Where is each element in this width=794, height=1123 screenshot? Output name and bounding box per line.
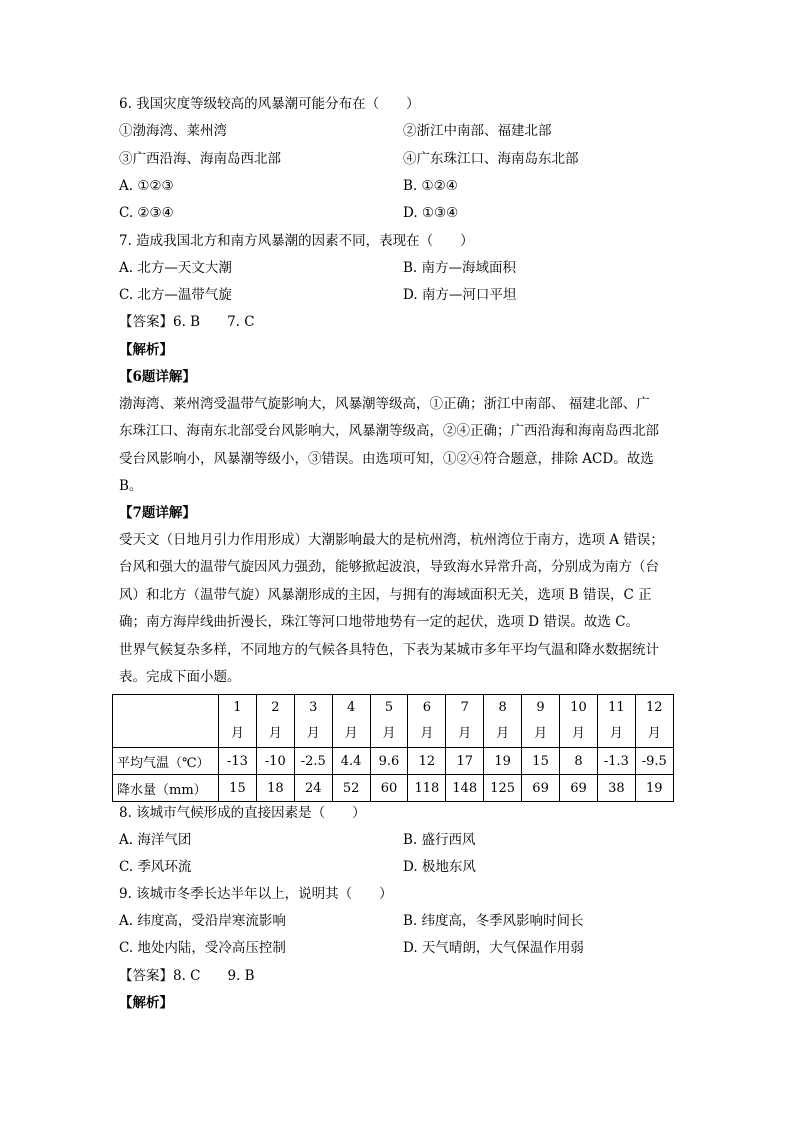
- table-cell: 69: [522, 775, 560, 802]
- q6-item-1: ①渤海湾、莱州湾: [119, 123, 227, 139]
- q6-stem: 6. 我国灾度等级较高的风暴潮可能分布在（ ）: [119, 96, 420, 112]
- intro-paragraph: [119, 637, 679, 692]
- answer-line-1: 【答案】6. B 7. C: [119, 314, 255, 330]
- temperature-row: [113, 748, 674, 775]
- q8-option-d: D. 极地东风: [403, 859, 476, 875]
- table-cell: 148: [446, 775, 484, 802]
- detail7-line: 受天文（日地月引力作用形成）大潮影响最大的是杭州湾，杭州湾位于南方，选项 A 错误；: [119, 532, 664, 548]
- table-cell: 8: [560, 748, 598, 775]
- detail6-line: 东珠江口、海南东北部受台风影响大，风暴潮等级高，②④正确；广西沿海和海南岛西北部: [119, 423, 659, 440]
- q8-stem: 8. 该城市气候形成的直接因素是（ ）: [119, 805, 366, 821]
- detail6-heading: 【6题详解】: [119, 369, 196, 385]
- detail6-line: 受台风影响小，风暴潮等级小，③错误。由选项可知，①②④符合题意，排除 ACD。故选: [119, 450, 654, 467]
- q6-item-3: ③广西沿海、海南岛西北部: [119, 151, 281, 167]
- table-cell: 19: [484, 748, 522, 775]
- table-cell: -9.5: [635, 748, 673, 775]
- table-cell: 15: [522, 748, 560, 775]
- q8-option-c: C. 季风环流: [119, 859, 192, 875]
- table-cell: 17: [446, 748, 484, 775]
- q7-option-c: C. 北方—温带气旋: [119, 287, 232, 303]
- month-header-cell: 8 月: [484, 695, 522, 748]
- q6-option-d: D. ①③④: [403, 205, 459, 221]
- intro-line: 世界气候复杂多样，不同地方的气候各具特色，下表为某城市多年平均气温和降水数据统计: [119, 642, 659, 658]
- q7-stem: 7. 造成我国北方和南方风暴潮的因素不同，表现在（ ）: [119, 233, 474, 249]
- q6-item-2: ②浙江中南部、福建北部: [403, 123, 552, 139]
- q6-option-c: C. ②③④: [119, 205, 174, 221]
- q9-option-d: D. 天气晴朗，大气保温作用弱: [403, 940, 584, 956]
- q7-option-a: A. 北方—天文大潮: [119, 260, 232, 276]
- q9-stem: 9. 该城市冬季长达半年以上，说明其（ ）: [119, 886, 393, 902]
- month-header-row: [113, 695, 674, 748]
- analysis-heading-2: 【解析】: [119, 995, 173, 1011]
- table-cell: 9.6: [370, 748, 408, 775]
- detail7-heading: 【7题详解】: [119, 505, 196, 521]
- table-cell: 118: [408, 775, 446, 802]
- q8-option-b: B. 盛行西风: [403, 832, 476, 848]
- intro-line: 表。完成下面小题。: [119, 669, 241, 686]
- q9-option-b: B. 纬度高，冬季风影响时间长: [403, 913, 584, 929]
- table-cell: 52: [332, 775, 370, 802]
- row-label: 平均气温（℃）: [113, 748, 219, 775]
- q7-option-b: B. 南方—海域面积: [403, 260, 517, 276]
- table-cell: 19: [635, 775, 673, 802]
- precipitation-row: [113, 775, 674, 802]
- table-cell: 60: [370, 775, 408, 802]
- answer-line-2: 【答案】8. C 9. B: [119, 968, 255, 984]
- table-cell: 18: [256, 775, 294, 802]
- table-cell: 12: [408, 748, 446, 775]
- detail6-line: B。: [119, 477, 143, 494]
- detail7-line: 确；南方海岸线曲折漫长，珠江等河口地带地势有一定的起伏，选项 D 错误。故选 C。: [119, 613, 640, 630]
- table-cell: 15: [219, 775, 257, 802]
- table-cell: 38: [597, 775, 635, 802]
- month-header-cell: 6 月: [408, 695, 446, 748]
- q9-option-c: C. 地处内陆，受冷高压控制: [119, 940, 286, 956]
- month-header-cell: 12 月: [635, 695, 673, 748]
- analysis-heading-1: 【解析】: [119, 342, 173, 358]
- table-cell: 125: [484, 775, 522, 802]
- month-header-cell: 1 月: [219, 695, 257, 748]
- q8-option-a: A. 海洋气团: [119, 832, 192, 848]
- month-header-cell: 7 月: [446, 695, 484, 748]
- detail7-line: 台风和强大的温带气旋因风力强劲，能够掀起波浪，导致海水异常升高，分别成为南方（台: [119, 559, 659, 576]
- table-cell: 4.4: [332, 748, 370, 775]
- header-corner-cell: [113, 695, 219, 748]
- month-header-cell: 4 月: [332, 695, 370, 748]
- table-cell: 69: [560, 775, 598, 802]
- table-cell: -10: [256, 748, 294, 775]
- month-header-cell: 5 月: [370, 695, 408, 748]
- table-cell: -1.3: [597, 748, 635, 775]
- detail6-paragraph: [119, 391, 679, 500]
- month-header-cell: 9 月: [522, 695, 560, 748]
- month-header-cell: 2 月: [256, 695, 294, 748]
- detail7-paragraph: [119, 527, 679, 636]
- month-header-cell: 3 月: [294, 695, 332, 748]
- row-label: 降水量（mm）: [113, 775, 219, 802]
- table-cell: -2.5: [294, 748, 332, 775]
- climate-data-table: [112, 694, 674, 802]
- q6-item-4: ④广东珠江口、海南岛东北部: [403, 151, 579, 167]
- table-cell: 24: [294, 775, 332, 802]
- month-header-cell: 10 月: [560, 695, 598, 748]
- q7-option-d: D. 南方—河口平坦: [403, 287, 517, 303]
- month-header-cell: 11 月: [597, 695, 635, 748]
- q9-option-a: A. 纬度高，受沿岸寒流影响: [119, 913, 286, 929]
- q6-option-b: B. ①②④: [403, 178, 458, 194]
- q6-option-a: A. ①②③: [119, 178, 174, 194]
- detail6-line: 渤海湾、莱州湾受温带气旋影响大，风暴潮等级高，①正确；浙江中南部、 福建北部、广: [119, 396, 650, 412]
- table-cell: -13: [219, 748, 257, 775]
- detail7-line: 风）和北方（温带气旋）风暴潮形成的主因，与拥有的海域面积无关，选项 B 错误，C 正: [119, 586, 652, 603]
